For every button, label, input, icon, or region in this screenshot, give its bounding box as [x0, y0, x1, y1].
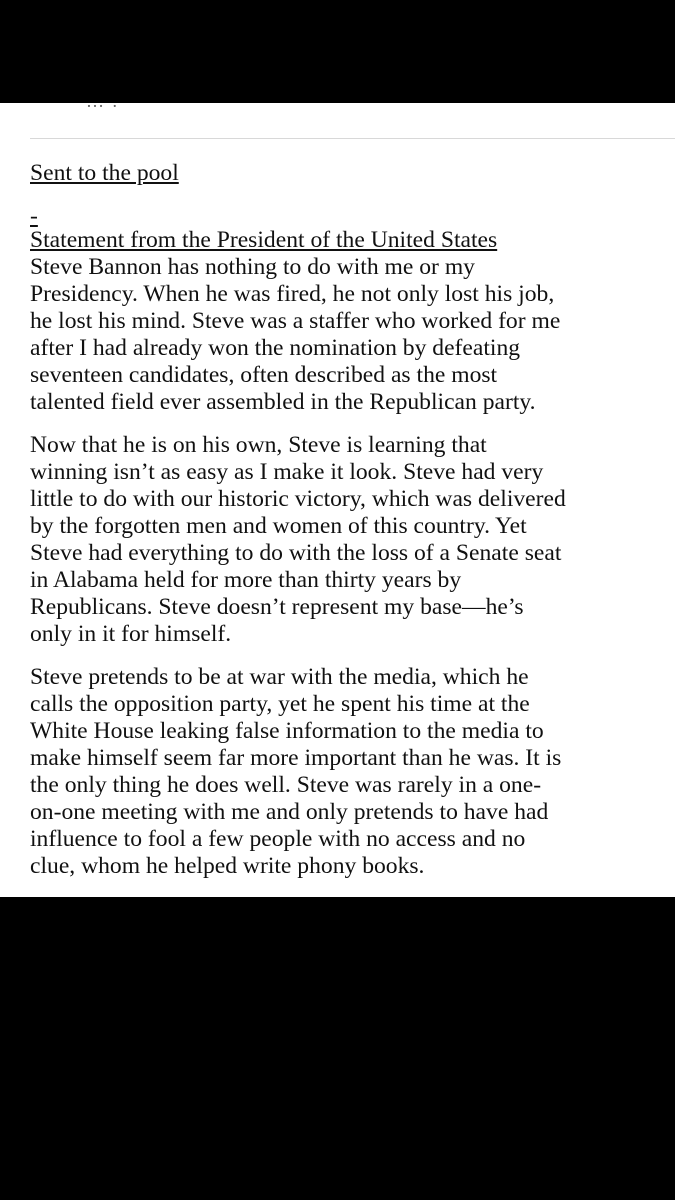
- sent-to-pool-link[interactable]: Sent to the pool: [30, 160, 179, 186]
- paragraph-1: Steve Bannon has nothing to do with me or my Presidency. When he was fired, he not only lost his job, he lost his mind. Steve was a staffer who worked for me after I had already won the nomination by defeating seventeen candidates, often described as the most talented field ever assembled in the Republican party.: [30, 254, 561, 415]
- paragraph-3: Steve pretends to be at war with the media, which he calls the opposition party, yet he spent his time at the White House leaking false information to the media to make himself seem far more important than he was. It is the only thing he does well. Steve was rarely in a one- on-one meeting with me and only pretends to have had influence to fool a few people with no access and no clue, whom he helped write phony books.: [30, 664, 562, 879]
- cut-off-header-text: … .: [86, 91, 119, 111]
- top-black-bar: [0, 0, 675, 103]
- dash-separator: -: [30, 203, 38, 229]
- statement-title: Statement from the President of the United States: [30, 227, 498, 253]
- email-page: [0, 91, 675, 897]
- paragraph-2: Now that he is on his own, Steve is learning that winning isn’t as easy as I make it look. Steve had very little to do with our historic victory, which was delivered by the forgotten men and women of this country. Yet Steve had everything to do with the loss of a Senate seat in Alabama held for more than thirty years by Republicans. Steve doesn’t represent my base—he’s only in it for himself.: [30, 432, 566, 647]
- header-divider: [30, 138, 675, 139]
- bottom-black-bar: [0, 897, 675, 1200]
